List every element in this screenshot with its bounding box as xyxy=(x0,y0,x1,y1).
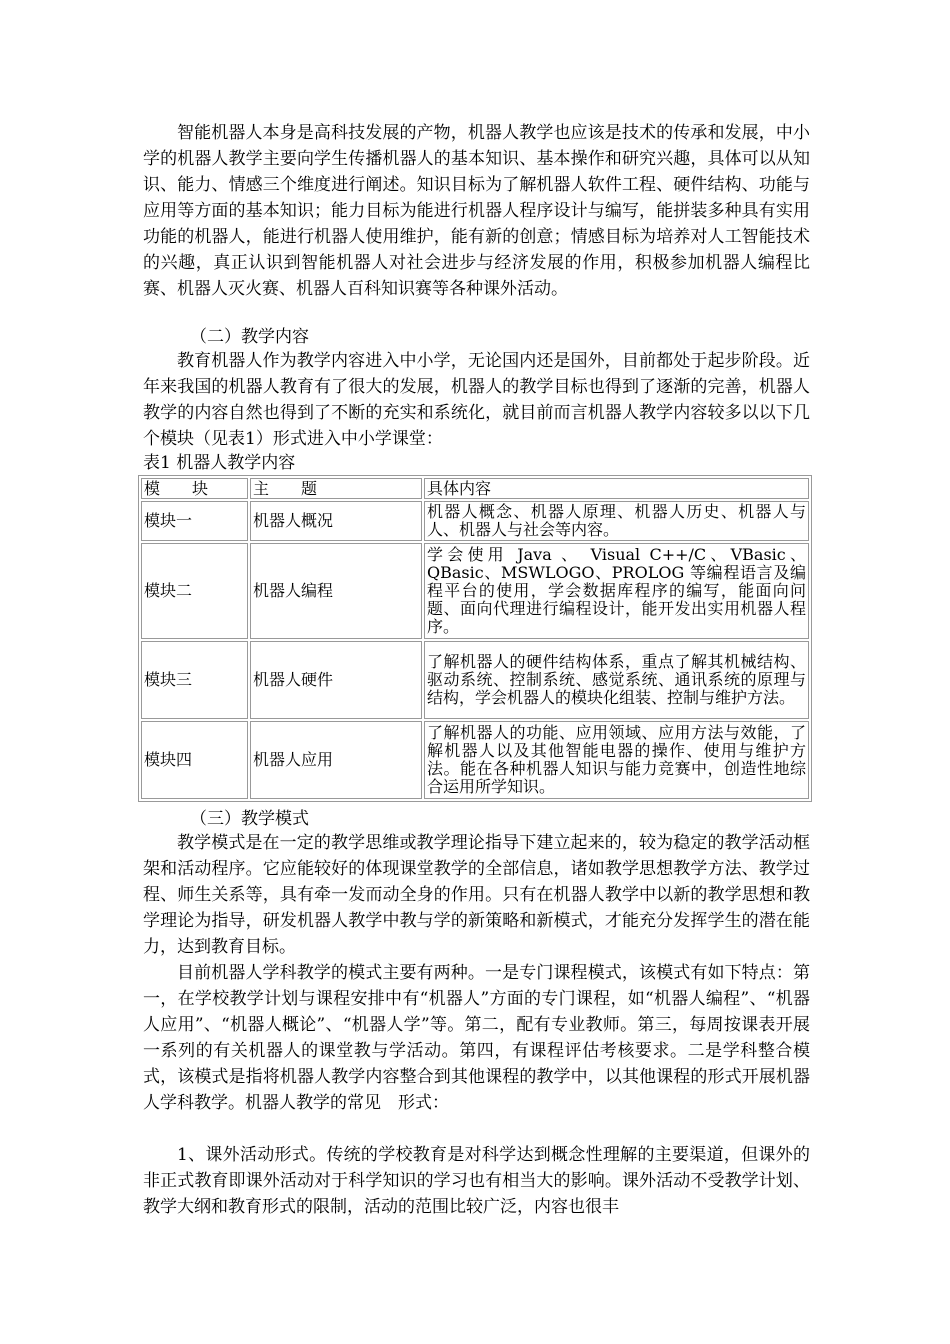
table-header-row xyxy=(141,478,809,499)
header-content: 具体内容 xyxy=(424,478,809,499)
content-cell: 机器人概念、机器人原理、机器人历史、机器人与人、机器人与社会等内容。 xyxy=(424,501,809,541)
header-module: 模 块 xyxy=(141,478,248,499)
topic-cell: 机器人编程 xyxy=(250,543,422,639)
content-cell: 了解机器人的硬件结构体系，重点了解其机械结构、驱动系统、控制系统、感觉系统、通讯系统的原理与结构，学会机器人的模块化组装、控制与维护方法。 xyxy=(424,641,809,719)
topic-cell: 机器人概况 xyxy=(250,501,422,541)
topic-cell: 机器人硬件 xyxy=(250,641,422,719)
module-cell: 模块一 xyxy=(141,501,248,541)
paragraph-goals: 智能机器人本身是高科技发展的产物，机器人教学也应该是技术的传承和发展，中小学的机器人教学主要向学生传播机器人的基本知识、基本操作和研究兴趣，具体可以从知识、能力、情感三个维度进行阐述。知识目标为了解机器人软件工程、硬件结构、功能与应用等方面的基本知识；能力目标为能进行机器人程序设计与编写，能拼装多种具有实用功能的机器人，能进行机器人使用维护，能有新的创意；情感目标为培养对人工智能技术的兴趣，真正认识到智能机器人对社会进步与经济发展的作用，积极参加机器人编程比赛、机器人灭火赛、机器人百科知识赛等各种课外活动。 xyxy=(143,123,810,299)
section-heading-mode: （三）教学模式 xyxy=(190,809,309,829)
teaching-content-table xyxy=(138,475,812,802)
paragraph-mode-definition: 教学模式是在一定的教学思维或教学理论指导下建立起来的，较为稳定的教学活动框架和活动程序。它应能较好的体现课堂教学的全部信息，诸如教学思想教学方法、教学过程、师生关系等，具有牵一发而动全身的作用。只有在机器人教学中以新的教学思想和教学理论为指导，研发机器人教学中教与学的新策略和新模式，才能充分发挥学生的潜在能力，达到教育目标。 xyxy=(143,833,810,957)
module-cell: 模块二 xyxy=(141,543,248,639)
table-row xyxy=(141,501,809,541)
header-topic: 主 题 xyxy=(250,478,422,499)
paragraph-mode-types: 目前机器人学科教学的模式主要有两种。一是专门课程模式，该模式有如下特点：第一，在学校教学计划与课程安排中有“机器人”方面的专门课程，如“机器人编程”、“机器人应用”、“机器人概论”、“机器人学”等。第二，配有专业教师。第三，每周按课表开展一系列的有关机器人的课堂教与学活动。第四，有课程评估考核要求。二是学科整合模式，该模式是指将机器人教学内容整合到其他课程的教学中，以其他课程的形式开展机器人学科教学。机器人教学的常见 形式： xyxy=(143,963,810,1113)
module-cell: 模块四 xyxy=(141,721,248,799)
topic-cell: 机器人应用 xyxy=(250,721,422,799)
content-cell: 了解机器人的功能、应用领域、应用方法与效能，了解机器人以及其他智能电器的操作、使用与维护方法。能在各种机器人知识与能力竞赛中，创造性地综合运用所学知识。 xyxy=(424,721,809,799)
paragraph-extracurricular: 1、课外活动形式。传统的学校教育是对科学达到概念性理解的主要渠道，但课外的非正式教育即课外活动对于科学知识的学习也有相当大的影响。课外活动不受教学计划、教学大纲和教育形式的限制，活动的范围比较广泛，内容也很丰 xyxy=(143,1145,810,1217)
table-caption: 表1 机器人教学内容 xyxy=(143,453,296,473)
table-row xyxy=(141,721,809,799)
table-row xyxy=(141,641,809,719)
content-cell: 学会使用 Java 、 Visual C++/C、VBasic、QBasic、MSWLOGO、PROLOG 等编程语言及编程平台的使用，学会数据库程序的编写，能面向问题、面向代理进行编程设计，能开发出实用机器人程序。 xyxy=(424,543,809,639)
paragraph-content-intro: 教育机器人作为教学内容进入中小学，无论国内还是国外，目前都处于起步阶段。近年来我国的机器人教育有了很大的发展，机器人的教学目标也得到了逐渐的完善，机器人教学的内容自然也得到了不断的充实和系统化，就目前而言机器人教学内容较多以以下几个模块（见表1）形式进入中小学课堂： xyxy=(143,351,810,449)
module-cell: 模块三 xyxy=(141,641,248,719)
table-row xyxy=(141,543,809,639)
section-heading-content: （二）教学内容 xyxy=(190,327,309,347)
